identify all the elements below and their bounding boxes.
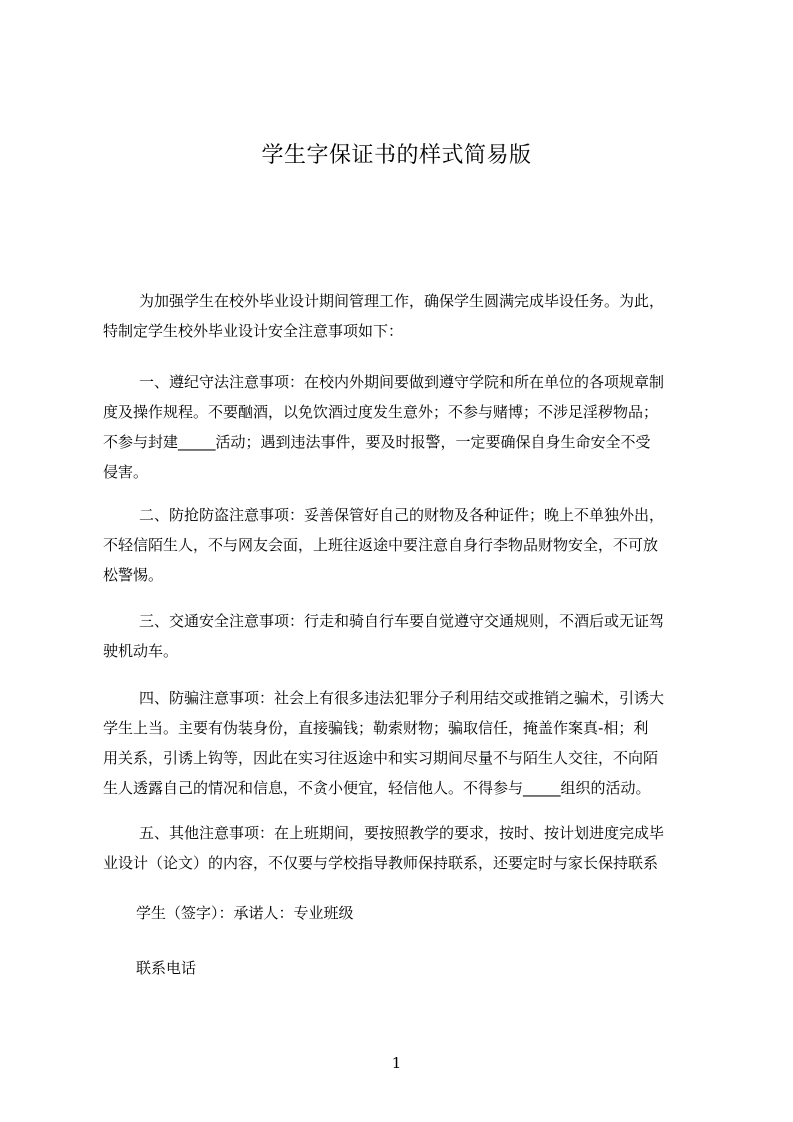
paragraph-line: 四、防骗注意事项：社会上有很多违法犯罪分子利用结交或推销之骗术，引诱大 xyxy=(139,689,665,707)
section-traffic-paragraph xyxy=(103,606,703,666)
paragraph-line: 度及操作规程。不要酗酒，以免饮酒过度发生意外；不参与赌博；不涉足淫秽物品； xyxy=(103,403,659,421)
phone-label: 联系电话 xyxy=(136,959,197,977)
paragraph-line: 松警惕。 xyxy=(103,566,164,584)
paragraph-line: 侵害。 xyxy=(103,463,149,481)
paragraph-line: 二、防抢防盗注意事项：妥善保管好自己的财物及各种证件；晚上不单独外出， xyxy=(139,506,665,524)
section-other-paragraph xyxy=(103,818,703,878)
paragraph-line: 五、其他注意事项：在上班期间，要按照教学的要求，按时、按计划进度完成毕 xyxy=(139,824,665,842)
paragraph-line: 驶机动车。 xyxy=(103,642,179,660)
intro-line: 特制定学生校外毕业设计安全注意事项如下： xyxy=(103,322,404,340)
paragraph-line: 用关系，引诱上钩等，因此在实习往返途中和实习期间尽量不与陌生人交往，不向陌 xyxy=(103,749,659,767)
paragraph-line: 三、交通安全注意事项：行走和骑自行车要自觉遵守交通规则，不酒后或无证驾 xyxy=(139,612,665,630)
signature-line: 学生（签字）：承诺人：专业班级 xyxy=(136,904,354,922)
paragraph-line: 不参与封建_____活动；遇到违法事件，要及时报警，一定要确保自身生命安全不受 xyxy=(103,433,651,451)
section-law-paragraph xyxy=(103,367,703,487)
paragraph-line: 业设计（论文）的内容，不仅要与学校指导教师保持联系，还要定时与家长保持联系 xyxy=(103,854,659,872)
page-number: 1 xyxy=(391,1054,402,1072)
paragraph-line: 一、遵纪守法注意事项：在校内外期间要做到遵守学院和所在单位的各项规章制 xyxy=(139,373,665,391)
paragraph-line: 学生上当。主要有伪装身份，直接骗钱；勒索财物；骗取信任，掩盖作案真-相；利 xyxy=(103,719,649,737)
intro-line: 为加强学生在校外毕业设计期间管理工作，确保学生圆满完成毕设任务。为此， xyxy=(139,292,665,310)
document-title: 学生字保证书的样式简易版 xyxy=(261,143,532,168)
section-theft-paragraph xyxy=(103,500,703,590)
paragraph-line: 生人透露自己的情况和信息，不贪小便宜，轻信他人。不得参与_____组织的活动。 xyxy=(103,779,651,797)
intro-paragraph xyxy=(103,286,703,346)
paragraph-line: 不轻信陌生人，不与网友会面，上班往返途中要注意自身行李物品财物安全，不可放 xyxy=(103,536,659,554)
section-fraud-paragraph xyxy=(103,683,703,803)
